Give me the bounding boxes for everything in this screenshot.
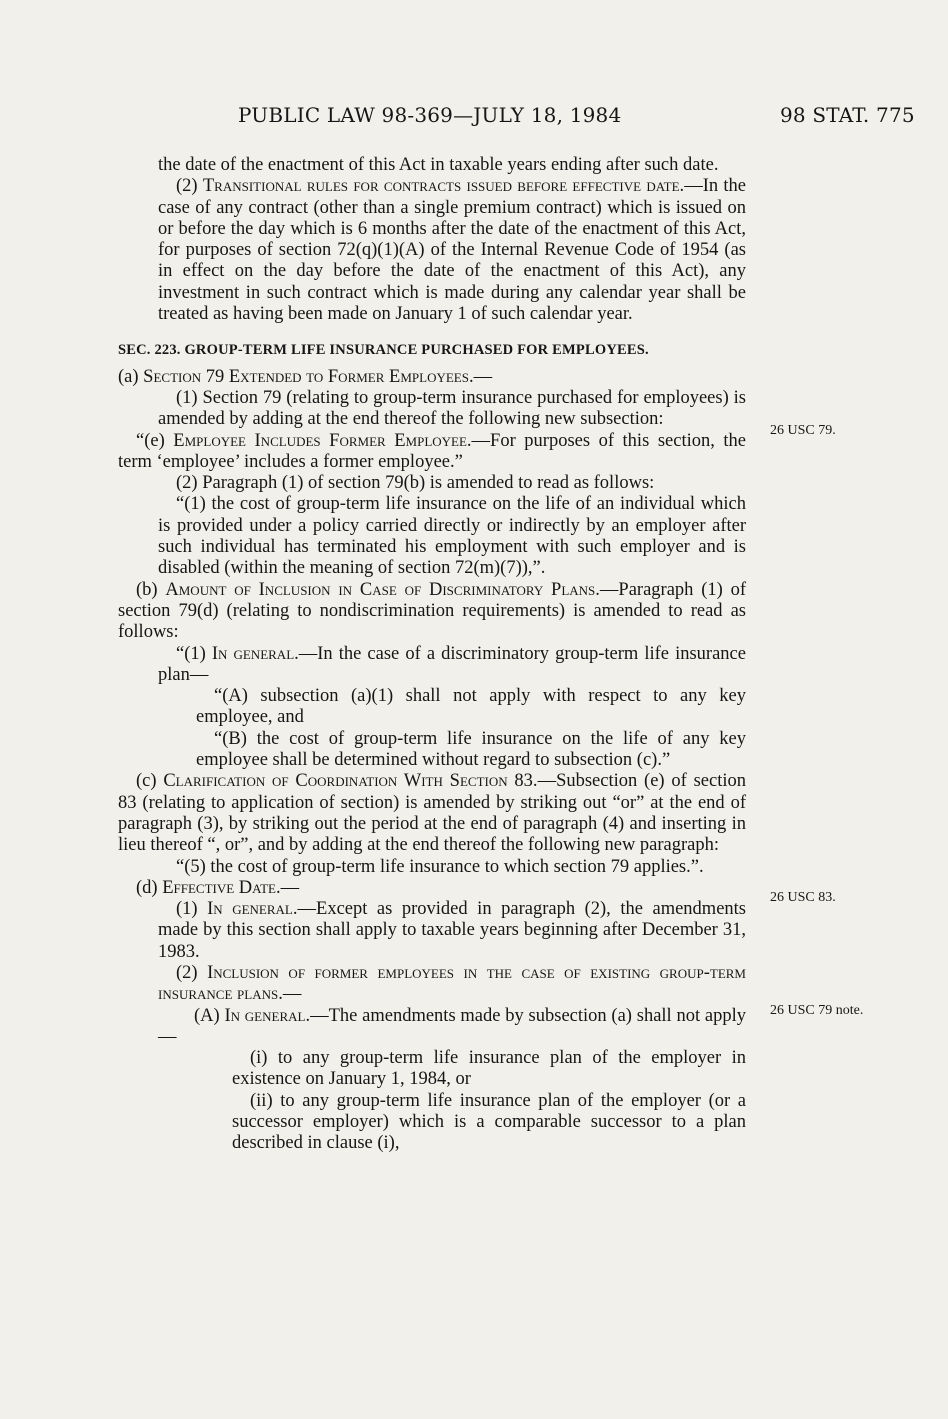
subsection-heading: Amount of Inclusion in Case of Discriminatory Plans. xyxy=(165,579,600,600)
paragraph: (c) Clarification of Coordination With Section 83.—Subsection (e) of section 83 (relating to application of section) is amended by striking out “or” at the end of paragraph (3), by striking out the period at the end of paragraph (4) and inserting in lieu thereof “, or”, and by adding at the end thereof the following new paragraph: xyxy=(118,771,746,856)
margin-citation: 26 USC 83. xyxy=(770,890,836,905)
paragraph: (a) Section 79 Extended to Former Employees.— xyxy=(118,366,493,387)
body-text xyxy=(118,155,746,1155)
paragraph: (1) In general.—Except as provided in paragraph (2), the amendments made by this section shall apply to taxable years beginning after December 31, 1983. xyxy=(158,899,746,962)
quoted-paragraph: “(1) the cost of group-term life insurance on the life of an individual which is provided under a policy carried directly or indirectly by an employer after such individual has terminated his employment with such employer and is disabled (within the meaning of section 72(m)(7)),”. xyxy=(158,494,746,579)
margin-citation: 26 USC 79 note. xyxy=(770,1003,864,1018)
quoted-paragraph: “(5) the cost of group-term life insurance to which section 79 applies.”. xyxy=(176,856,704,877)
paragraph-heading: Transitional rules for contracts issued before effective date. xyxy=(202,176,685,197)
quoted-paragraph: “(e) Employee Includes Former Employee.—For purposes of this section, the term ‘employee’ includes a former employee.” xyxy=(118,430,746,472)
paragraph: (2) Transitional rules for contracts issued before effective date.—In the case of any contract (other than a single premium contract) which is issued on or before the day which is 6 months after the date of the enactment of this Act, for purposes of section 72(q)(1)(A) of the Internal Revenue Code of 1954 (as in effect on the day before the date of the enactment of this Act), any investment in such contract which is made during any calendar year shall be treated as having been made on January 1 of such calendar year. xyxy=(158,176,746,325)
subsection-heading: Section 79 Extended to Former Employees. xyxy=(143,366,474,387)
paragraph: (1) Section 79 (relating to group-term insurance purchased for employees) is amended by adding at the end thereof the following new subsection: xyxy=(158,387,746,430)
paragraph: (b) Amount of Inclusion in Case of Discriminatory Plans.—Paragraph (1) of section 79(d) (relating to nondiscrimination requirements) is amended to read as follows: xyxy=(118,579,746,643)
quoted-paragraph: “(1) In general.—In the case of a discriminatory group-term life insurance plan— xyxy=(158,643,746,685)
paragraph-heading: Inclusion of former employees in the case of existing group-term insurance plans. xyxy=(158,962,746,1005)
paragraph-heading: In general. xyxy=(211,643,299,664)
clause: (i) to any group-term life insurance plan of the employer in existence on January 1, 1984, or xyxy=(232,1048,746,1090)
subsection-heading: Clarification of Coordination With Section 83. xyxy=(163,771,538,792)
margin-citation: 26 USC 79. xyxy=(770,423,836,438)
paragraph: the date of the enactment of this Act in taxable years ending after such date. xyxy=(158,155,719,175)
subparagraph-heading: In general. xyxy=(224,1005,311,1026)
running-header-title: PUBLIC LAW 98-369—JULY 18, 1984 xyxy=(238,103,622,127)
quoted-paragraph: “(B) the cost of group-term life insurance on the life of any key employee shall be determined without regard to subsection (c).” xyxy=(196,728,746,771)
paragraph: (d) Effective Date.— xyxy=(136,877,300,898)
subsection-heading: Effective Date. xyxy=(162,877,281,898)
paragraph-heading: In general. xyxy=(207,899,298,920)
paragraph: (2) Inclusion of former employees in the case of existing group-term insurance plans.— xyxy=(158,962,746,1005)
subsection-heading: Employee Includes Former Employee. xyxy=(173,430,472,451)
quoted-paragraph: “(A) subsection (a)(1) shall not apply with respect to any key employee, and xyxy=(196,686,746,728)
clause: (ii) to any group-term life insurance plan of the employer (or a successor employer) which is a comparable successor to a plan described in clause (i), xyxy=(232,1090,746,1154)
section-heading: SEC. 223. GROUP-TERM LIFE INSURANCE PURCHASED FOR EMPLOYEES. xyxy=(118,342,649,359)
running-header-page: 98 STAT. 775 xyxy=(780,103,915,127)
paragraph: (A) In general.—The amendments made by subsection (a) shall not apply— xyxy=(158,1005,746,1047)
paragraph: (2) Paragraph (1) of section 79(b) is amended to read as follows: xyxy=(176,473,655,494)
